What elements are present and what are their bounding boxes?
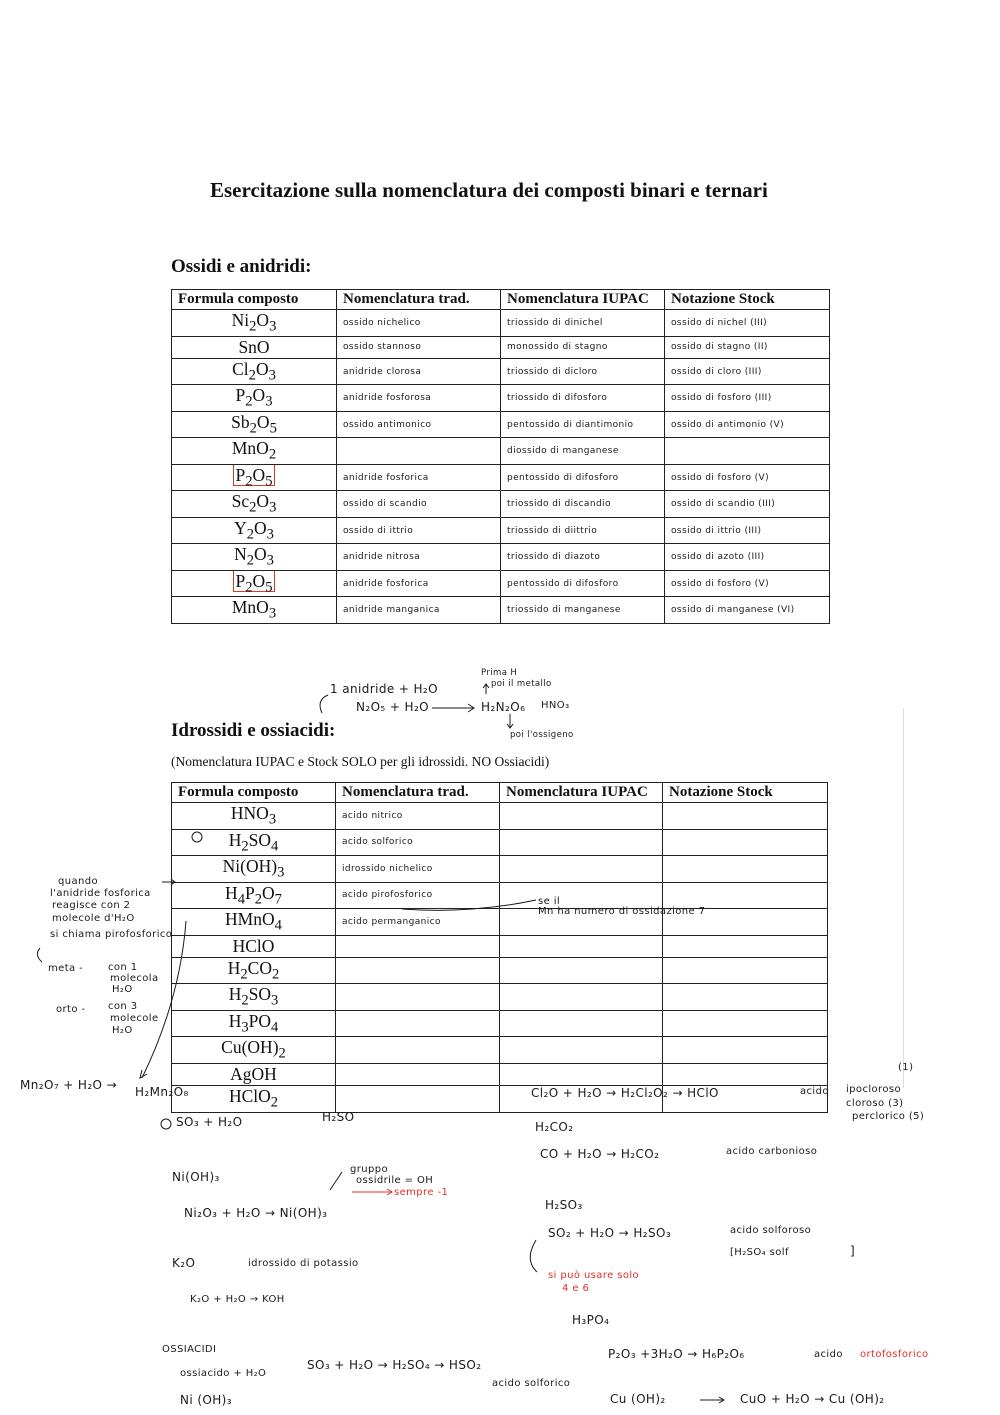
iupac-cell: triossido di difosforo: [501, 385, 665, 412]
note-p2o3-eq: P₂O₃ +3H₂O → H₆P₂O₆: [608, 1347, 745, 1361]
solforoso-curve-stroke: [530, 1240, 537, 1272]
note-cuo-eq: CuO + H₂O → Cu (OH)₂: [740, 1392, 885, 1406]
formula-subscript: 2: [246, 552, 254, 569]
trad-cell: ossido stannoso: [337, 336, 501, 358]
note-quattro-sei: 4 e 6: [562, 1283, 590, 1294]
formula-subscript: 2: [246, 526, 254, 543]
note-h3po4: H₃PO₄: [572, 1313, 610, 1327]
formula-part: O: [254, 517, 267, 538]
note-ipocloroso: ipocloroso: [846, 1084, 901, 1095]
formula-subscript: 2: [248, 367, 256, 384]
formula-subscript: 3: [266, 526, 274, 543]
note-poi-ossigeno: poi l'ossigeno: [510, 730, 574, 740]
formula-subscript: 4: [271, 838, 279, 854]
iupac-cell: triossido di dicloro: [501, 358, 665, 385]
formula-subscript: 2: [270, 1094, 279, 1111]
formula-subscript: 3: [268, 367, 276, 384]
formula-part: CO: [247, 957, 272, 978]
note-ortofosforico: ortofosforico: [860, 1349, 929, 1360]
formula-part: HMnO: [225, 909, 275, 929]
note-k2o-eq: K₂O + H₂O → KOH: [190, 1294, 285, 1305]
margin-orto: orto -: [56, 1004, 86, 1015]
trad-cell: acido pirofosforico: [336, 882, 500, 909]
note-acido: acido: [800, 1086, 829, 1097]
note-perclorico: perclorico (5): [852, 1111, 925, 1122]
note-idrossido-potassio: idrossido di potassio: [248, 1258, 359, 1269]
formula-subscript: 2: [240, 966, 248, 983]
formula-part: Ni: [231, 310, 250, 330]
formula-subscript: 3: [266, 552, 274, 569]
formula-subscript: 4: [237, 891, 245, 907]
note-uno: (1): [898, 1062, 914, 1073]
margin-note-1: quando: [58, 876, 99, 887]
margin-orto-3: molecole: [110, 1013, 159, 1024]
formula-subscript: 3: [265, 393, 273, 410]
formula-part: P: [235, 385, 246, 406]
formula-part: P: [235, 570, 246, 591]
stock-cell: ossido di fosforo (III): [665, 385, 830, 412]
stock-cell: ossido di stagno (II): [665, 336, 830, 358]
column-header: Notazione Stock: [663, 783, 828, 803]
trad-cell: ossido di ittrio: [337, 517, 501, 544]
note-ni-oh3-b: Ni (OH)₃: [180, 1393, 232, 1407]
note-cloroso: cloroso (3): [846, 1098, 904, 1109]
formula-subscript: 2: [249, 318, 257, 335]
formula-part: Sb: [231, 411, 250, 432]
formula-part: O: [256, 310, 270, 330]
formula-part: Ni(OH): [222, 856, 278, 876]
section-note: (Nomenclatura IUPAC e Stock SOLO per gli idrossidi. NO Ossiacidi): [171, 754, 550, 769]
formula-part: H: [228, 984, 242, 1005]
trad-cell: anidride clorosa: [337, 358, 501, 385]
note-so3: SO₃ + H₂O: [176, 1115, 243, 1129]
formula-subscript: 5: [265, 473, 273, 490]
iupac-cell: pentossido di difosforo: [501, 570, 665, 597]
note-ni2o3-eq: Ni₂O₃ + H₂O → Ni(OH)₃: [184, 1206, 328, 1220]
trad-cell: anidride fosforosa: [337, 385, 501, 412]
column-header: Nomenclatura trad.: [337, 290, 501, 310]
column-header: Nomenclatura trad.: [336, 783, 500, 803]
margin-meta-4: H₂O: [112, 984, 133, 995]
trad-cell: anidride fosforica: [337, 464, 501, 491]
formula-part: N: [234, 544, 247, 565]
column-header: Nomenclatura IUPAC: [501, 290, 665, 310]
formula-part: O: [255, 358, 269, 379]
formula-part: Cl: [232, 358, 249, 379]
iupac-cell: triossido di diittrio: [501, 517, 665, 544]
column-header: Formula composto: [172, 290, 337, 310]
formula-subscript: 3: [271, 992, 279, 1009]
stock-cell: ossido di manganese (VI): [665, 597, 830, 624]
formula-part: O: [252, 385, 266, 406]
trad-cell: anidride nitrosa: [337, 544, 501, 571]
trad-cell: idrossido nichelico: [336, 856, 500, 883]
note-ossiacido-eq: ossiacido + H₂O: [180, 1368, 267, 1379]
note-co-eq: CO + H₂O → H₂CO₂: [540, 1147, 660, 1161]
margin-note-2: l'anidride fosforica: [50, 888, 151, 899]
iupac-cell: pentossido di difosforo: [501, 464, 665, 491]
note-h2co2: H₂CO₂: [535, 1120, 574, 1134]
formula-subscript: 5: [265, 579, 273, 596]
trad-cell: ossido di scandio: [337, 491, 501, 518]
formula-subscript: 4: [274, 917, 282, 934]
note-gruppo: gruppo: [350, 1164, 389, 1175]
formula-part: O: [252, 464, 266, 485]
formula-subscript: 2: [268, 446, 277, 463]
formula-subscript: 2: [249, 499, 257, 516]
formula-part: Sc: [231, 491, 250, 512]
note-cuoh2: Cu (OH)₂: [610, 1392, 666, 1406]
formula-part: MnO: [231, 597, 269, 618]
formula-part: MnO: [231, 438, 269, 459]
formula-subscript: 2: [245, 473, 253, 490]
stock-cell: ossido di cloro (III): [665, 358, 830, 385]
column-header: Nomenclatura IUPAC: [500, 783, 663, 803]
stock-cell: ossido di fosforo (V): [665, 464, 830, 491]
curve-arrow-stroke: [320, 695, 328, 713]
note-h2mn2o8: H₂Mn₂O₈: [135, 1085, 189, 1099]
formula-part: O: [256, 411, 270, 432]
margin-meta: meta -: [48, 963, 84, 974]
stock-cell: ossido di ittrio (III): [665, 517, 830, 544]
formula-subscript: 3: [277, 864, 285, 881]
formula-subscript: 2: [278, 1045, 286, 1062]
formula-part: Y: [234, 517, 247, 538]
formula-part: HNO: [230, 803, 269, 823]
cu-arrow-stroke: [700, 1397, 724, 1403]
stock-cell: ossido di antimonio (V): [665, 411, 830, 438]
note-sempre: sempre -1: [394, 1187, 449, 1198]
formula-part: HClO: [228, 1086, 271, 1107]
note-so2-eq: SO₂ + H₂O → H₂SO₃: [548, 1226, 672, 1240]
formula-part: SO: [248, 984, 271, 1005]
formula-part: P: [244, 882, 255, 903]
formula-subscript: 2: [245, 579, 253, 596]
formula-subscript: 3: [241, 1019, 249, 1036]
formula-subscript: 2: [241, 992, 249, 1009]
formula-part: SnO: [238, 336, 270, 357]
note-acido-solforoso: acido solforoso: [730, 1225, 812, 1236]
note-h2so4-solf: [H₂SO₄ solf: [730, 1247, 789, 1258]
note-n2o5-equation: N₂O₅ + H₂O: [356, 700, 430, 714]
formula-part: H: [228, 829, 242, 850]
note-bracket: ]: [850, 1244, 856, 1258]
trad-cell: ossido nichelico: [337, 310, 501, 337]
margin-note-5: si chiama pirofosforico: [50, 929, 173, 940]
red-arrow-stroke: [352, 1189, 392, 1195]
formula-subscript: 3: [269, 318, 277, 335]
note-acido-carbonioso: acido carbonioso: [726, 1146, 818, 1157]
iupac-cell: diossido di manganese: [501, 438, 665, 465]
gruppo-arrow-stroke: [330, 1172, 342, 1190]
note-h2so3: H₂SO₃: [545, 1198, 583, 1212]
stock-cell: ossido di scandio (III): [665, 491, 830, 518]
stock-cell: ossido di azoto (III): [665, 544, 830, 571]
iupac-cell: triossido di diazoto: [501, 544, 665, 571]
formula-part: P: [235, 464, 246, 485]
section-title-hydroxides: Idrossidi e ossiacidi:: [171, 720, 336, 741]
note-se-il: se il: [538, 896, 561, 907]
formula-subscript: 2: [241, 838, 249, 854]
note-ossiacidi: OSSIACIDI: [162, 1344, 217, 1355]
iupac-cell: monossido di stagno: [501, 336, 665, 358]
note-anidride-rule: 1 anidride + H₂O: [330, 682, 438, 696]
formula-part: O: [252, 570, 266, 591]
formula-part: Cu(OH): [221, 1037, 279, 1058]
note-k2o: K₂O: [172, 1256, 196, 1270]
note-prima-h: Prima H: [481, 668, 518, 678]
note-mn-oxidation: Mn ha numero di ossidazione 7: [538, 906, 706, 917]
stock-cell: ossido di nichel (III): [665, 310, 830, 337]
arrow-down-stroke: [507, 714, 513, 728]
formula-subscript: 2: [249, 420, 257, 437]
note-hno3: HNO₃: [541, 700, 570, 711]
formula-part: SO: [248, 829, 271, 850]
column-header: Notazione Stock: [665, 290, 830, 310]
formula-subscript: 4: [271, 1019, 279, 1036]
margin-orto-4: H₂O: [112, 1025, 133, 1036]
arrow-right-stroke: [432, 704, 474, 712]
formula-subscript: 3: [269, 499, 277, 516]
iupac-cell: triossido di dinichel: [501, 310, 665, 337]
star-mark-circle: [192, 832, 202, 842]
formula-subscript: 2: [271, 966, 280, 983]
underline-arrow-stroke: [402, 900, 536, 910]
iupac-cell: triossido di discandio: [501, 491, 665, 518]
trad-cell: ossido antimonico: [337, 411, 501, 438]
formula-part: HClO: [232, 935, 275, 956]
formula-subscript: 7: [274, 891, 282, 907]
note-h2so: H₂SO: [322, 1110, 355, 1124]
margin-note-4: molecole d'H₂O: [52, 913, 135, 924]
margin-note-3: reagisce con 2: [52, 900, 131, 911]
formula-subscript: 3: [268, 811, 277, 828]
margin-arrow-stroke: [162, 879, 175, 885]
column-header: Formula composto: [172, 783, 336, 803]
iupac-cell: pentossido di diantimonio: [501, 411, 665, 438]
formula-part: AgOH: [230, 1064, 277, 1085]
formula-subscript: 5: [269, 420, 277, 437]
note-so3-eq: SO₃ + H₂O → H₂SO₄ → HSO₂: [307, 1358, 482, 1372]
page-title: Esercitazione sulla nomenclatura dei composti binari e ternari: [210, 178, 768, 202]
note-poi-metallo: poi il metallo: [491, 679, 552, 689]
formula-subscript: 2: [245, 393, 253, 410]
margin-meta-2: con 1: [108, 962, 138, 973]
formula-subscript: 2: [254, 891, 263, 907]
trad-cell: acido permanganico: [336, 909, 500, 936]
trad-cell: acido solforico: [336, 829, 500, 856]
trad-cell: anidride manganica: [337, 597, 501, 624]
formula-part: O: [254, 544, 267, 565]
note-si-puo: si può usare solo: [548, 1270, 640, 1281]
stock-cell: ossido di fosforo (V): [665, 570, 830, 597]
note-acido-solforico: acido solforico: [492, 1378, 571, 1389]
margin-meta-3: molecola: [110, 973, 159, 984]
formula-part: O: [256, 491, 270, 512]
formula-part: PO: [248, 1010, 271, 1031]
margin-orto-2: con 3: [108, 1001, 138, 1012]
note-nioh3: Ni(OH)₃: [172, 1170, 220, 1184]
arrow-up-stroke: [483, 684, 489, 694]
iupac-cell: triossido di manganese: [501, 597, 665, 624]
margin-brace-stroke: [37, 948, 42, 962]
star-mark-circle-2: [161, 1119, 171, 1129]
note-mn2o7: Mn₂O₇ + H₂O →: [20, 1078, 118, 1092]
trad-cell: anidride fosforica: [337, 570, 501, 597]
long-arrow-stroke: [140, 921, 186, 1078]
note-h2n2o6: H₂N₂O₆: [481, 700, 526, 714]
trad-cell: acido nitrico: [336, 803, 500, 830]
note-cl2o-eq: Cl₂O + H₂O → H₂Cl₂O₂ → HClO: [531, 1086, 719, 1100]
formula-part: H: [228, 1010, 242, 1031]
formula-part: O: [262, 882, 275, 903]
note-acido-label: acido: [814, 1349, 843, 1360]
note-ossidrile: ossidrile = OH: [356, 1175, 434, 1186]
formula-subscript: 3: [268, 605, 277, 622]
formula-part: H: [225, 882, 238, 903]
section-title-oxides: Ossidi e anidridi:: [171, 256, 312, 277]
formula-part: H: [227, 957, 241, 978]
